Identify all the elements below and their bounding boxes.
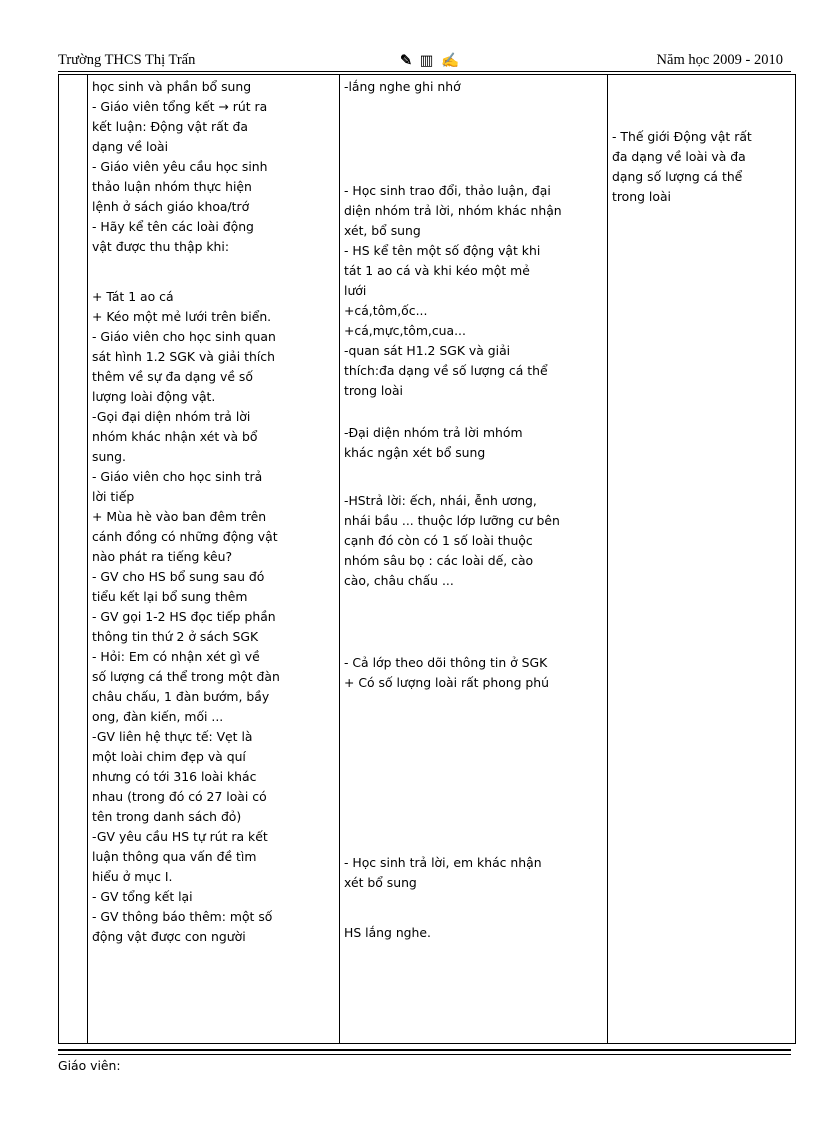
school-year: Năm học 2009 - 2010: [656, 52, 783, 68]
text-line: cào, châu chấu ...: [344, 573, 454, 588]
text-line: lệnh ở sách giáo khoa/trớ: [92, 199, 250, 214]
text-line: -Đại diện nhóm trả lời mhóm: [344, 425, 523, 440]
text-line: - GV gọi 1-2 HS đọc tiếp phần: [92, 609, 276, 624]
text-line: - Học sinh trao đổi, thảo luận, đại: [344, 183, 551, 198]
text-line: -GV yêu cầu HS tự rút ra kết: [92, 829, 268, 844]
text-line: trong loài: [344, 383, 403, 398]
text-line: + Mùa hè vào ban đêm trên: [92, 509, 267, 524]
text-line: cánh đồng có những động vật: [92, 529, 278, 544]
text-line: động vật được con người: [92, 929, 246, 944]
text-line: cạnh đó còn có 1 số loài thuộc: [344, 533, 533, 548]
text-line: nhau (trong đó có 27 loài có: [92, 789, 267, 804]
teacher-label: Giáo viên:: [58, 1058, 121, 1073]
content-column: [608, 75, 796, 1044]
text-line: nhưng có tới 316 loài khác: [92, 769, 257, 784]
footer-rule: [58, 1049, 791, 1051]
footer-rule-thin: [58, 1054, 791, 1055]
header-ornament: ✎ ▥ ✍: [400, 53, 462, 69]
text-line: tát 1 ao cá và khi kéo một mẻ: [344, 263, 530, 278]
text-line: thảo luận nhóm thực hiện: [92, 179, 252, 194]
text-line: nhóm sâu bọ : các loài dế, cào: [344, 553, 534, 568]
text-line: sung.: [92, 449, 126, 464]
text-line: - Giáo viên cho học sinh quan: [92, 329, 276, 344]
text-line: luận thông qua vấn đề tìm: [92, 849, 257, 864]
text-line: - Cả lớp theo dõi thông tin ở SGK: [344, 655, 548, 670]
text-line: lời tiếp: [92, 489, 135, 504]
text-line: tên trong danh sách đỏ): [92, 809, 242, 824]
index-column: [59, 75, 88, 1044]
text-line: - HS kể tên một số động vật khi: [344, 243, 541, 258]
text-line: dạng số lượng cá thể: [612, 169, 743, 184]
text-line: diện nhóm trả lời, nhóm khác nhận: [344, 203, 562, 218]
text-line: lưới: [344, 283, 367, 298]
text-line: học sinh và phần bổ sung: [92, 79, 252, 94]
text-line: + Kéo một mẻ lưới trên biển.: [92, 309, 272, 324]
text-line: - Hãy kể tên các loài động: [92, 219, 254, 234]
text-line: sát hình 1.2 SGK và giải thích: [92, 349, 275, 364]
text-line: kết luận: Động vật rất đa: [92, 119, 248, 134]
text-line: tiểu kết lại bổ sung thêm: [92, 589, 248, 604]
text-line: nào phát ra tiếng kêu?: [92, 549, 233, 564]
text-line: vật được thu thập khi:: [92, 239, 230, 254]
text-line: - Học sinh trả lời, em khác nhận: [344, 855, 542, 870]
teacher-activities-column: [88, 75, 340, 1044]
text-line: số lượng cá thể trong một đàn: [92, 669, 280, 684]
student-activities-column: [340, 75, 608, 1044]
text-line: +cá,tôm,ốc...: [344, 303, 428, 318]
text-line: -GV liên hệ thực tế: Vẹt là: [92, 729, 253, 744]
lesson-table: [58, 74, 796, 1044]
text-line: xét, bổ sung: [344, 223, 421, 238]
text-line: ong, đàn kiến, mối ...: [92, 709, 224, 724]
text-line: khác ngận xét bổ sung: [344, 445, 486, 460]
text-line: châu chấu, 1 đàn bướm, bầy: [92, 689, 270, 704]
text-line: -HStrả lời: ếch, nhái, ễnh ương,: [344, 493, 537, 508]
text-line: - GV thông báo thêm: một số: [92, 909, 273, 924]
text-line: thêm về sự đa dạng về số: [92, 369, 253, 384]
text-line: dạng về loài: [92, 139, 169, 154]
page-header: [58, 50, 791, 70]
text-line: - Giáo viên yêu cầu học sinh: [92, 159, 268, 174]
text-line: +cá,mực,tôm,cua...: [344, 323, 466, 338]
school-name: Trường THCS Thị Trấn: [58, 52, 196, 68]
text-line: -quan sát H1.2 SGK và giải: [344, 343, 511, 358]
text-line: thông tin thứ 2 ở sách SGK: [92, 629, 259, 644]
text-line: + Có số lượng loài rất phong phú: [344, 675, 550, 690]
text-line: xét bổ sung: [344, 875, 417, 890]
text-line: - Giáo viên tổng kết → rút ra: [92, 99, 268, 114]
text-line: - GV cho HS bổ sung sau đó: [92, 569, 265, 584]
text-line: thích:đa dạng về số lượng cá thể: [344, 363, 548, 378]
text-line: - Hỏi: Em có nhận xét gì về: [92, 649, 260, 664]
text-line: hiểu ở mục I.: [92, 869, 173, 884]
text-line: -Gọi đại diện nhóm trả lời: [92, 409, 251, 424]
text-line: nhóm khác nhận xét và bổ: [92, 429, 258, 444]
text-line: -lắng nghe ghi nhớ: [344, 79, 461, 94]
text-line: + Tát 1 ao cá: [92, 289, 174, 304]
text-line: - Giáo viên cho học sinh trả: [92, 469, 263, 484]
text-line: một loài chim đẹp và quí: [92, 749, 246, 764]
text-line: đa dạng về loài và đa: [612, 149, 746, 164]
text-line: trong loài: [612, 189, 671, 204]
text-line: HS lắng nghe.: [344, 925, 431, 940]
text-line: lượng loài động vật.: [92, 389, 216, 404]
header-rule: [58, 71, 791, 72]
text-line: - Thế giới Động vật rất: [612, 129, 752, 144]
text-line: nhái bầu ... thuộc lớp lưỡng cư bên: [344, 513, 560, 528]
text-line: - GV tổng kết lại: [92, 889, 193, 904]
